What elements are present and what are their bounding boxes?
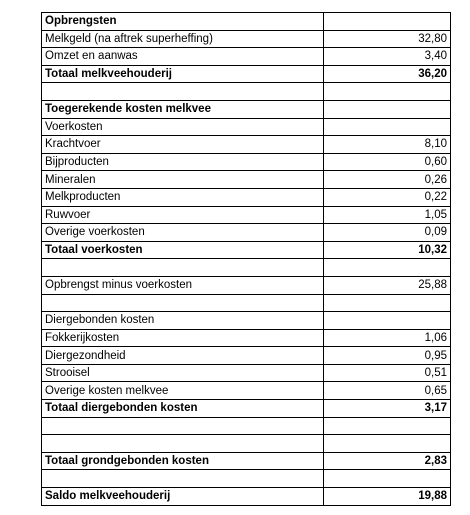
row-value: 2,83 bbox=[324, 452, 451, 470]
row-label: Toegerekende kosten melkvee bbox=[42, 100, 324, 118]
row-label: Ruwvoer bbox=[42, 206, 324, 224]
cost-table bbox=[41, 12, 451, 506]
row-value: 3,40 bbox=[324, 48, 451, 66]
table-row bbox=[42, 65, 451, 83]
row-value: 0,51 bbox=[324, 364, 451, 382]
table-row bbox=[42, 224, 451, 242]
row-label: Melkgeld (na aftrek superheffing) bbox=[42, 30, 324, 48]
row-value: 1,05 bbox=[324, 206, 451, 224]
row-label bbox=[42, 470, 324, 488]
table-row bbox=[42, 329, 451, 347]
table-row bbox=[42, 452, 451, 470]
row-label: Melkproducten bbox=[42, 188, 324, 206]
table-row bbox=[42, 400, 451, 418]
row-value: 8,10 bbox=[324, 136, 451, 154]
table-row bbox=[42, 118, 451, 136]
row-value bbox=[324, 312, 451, 330]
row-value: 0,65 bbox=[324, 382, 451, 400]
row-label: Omzet en aanwas bbox=[42, 48, 324, 66]
table-row bbox=[42, 347, 451, 365]
table-row bbox=[42, 100, 451, 118]
table-row bbox=[42, 294, 451, 312]
row-label bbox=[42, 417, 324, 435]
table-row bbox=[42, 48, 451, 66]
row-value: 1,06 bbox=[324, 329, 451, 347]
row-label: Bijproducten bbox=[42, 153, 324, 171]
row-label: Totaal grondgebonden kosten bbox=[42, 452, 324, 470]
row-value: 0,26 bbox=[324, 171, 451, 189]
row-value: 10,32 bbox=[324, 241, 451, 259]
table-row bbox=[42, 241, 451, 259]
row-label bbox=[42, 435, 324, 453]
row-label: Krachtvoer bbox=[42, 136, 324, 154]
cost-table-body bbox=[42, 13, 451, 506]
row-label: Overige voerkosten bbox=[42, 224, 324, 242]
row-value bbox=[324, 83, 451, 101]
table-row bbox=[42, 83, 451, 101]
table-row bbox=[42, 30, 451, 48]
table-row bbox=[42, 488, 451, 506]
row-label: Opbrengsten bbox=[42, 13, 324, 31]
row-value: 0,95 bbox=[324, 347, 451, 365]
row-value: 0,09 bbox=[324, 224, 451, 242]
row-value: 25,88 bbox=[324, 276, 451, 294]
row-value: 3,17 bbox=[324, 400, 451, 418]
table-row bbox=[42, 276, 451, 294]
row-label: Strooisel bbox=[42, 364, 324, 382]
row-value: 36,20 bbox=[324, 65, 451, 83]
table-row bbox=[42, 206, 451, 224]
row-label: Saldo melkveehouderij bbox=[42, 488, 324, 506]
row-label: Totaal melkveehouderij bbox=[42, 65, 324, 83]
table-row bbox=[42, 259, 451, 277]
row-label: Voerkosten bbox=[42, 118, 324, 136]
row-label: Overige kosten melkvee bbox=[42, 382, 324, 400]
row-label: Fokkerijkosten bbox=[42, 329, 324, 347]
table-row bbox=[42, 188, 451, 206]
row-value: 32,80 bbox=[324, 30, 451, 48]
row-value bbox=[324, 294, 451, 312]
row-value bbox=[324, 470, 451, 488]
row-label: Totaal diergebonden kosten bbox=[42, 400, 324, 418]
row-label: Opbrengst minus voerkosten bbox=[42, 276, 324, 294]
row-label bbox=[42, 83, 324, 101]
row-value bbox=[324, 259, 451, 277]
row-value bbox=[324, 417, 451, 435]
row-label: Diergezondheid bbox=[42, 347, 324, 365]
table-row bbox=[42, 153, 451, 171]
table-row bbox=[42, 435, 451, 453]
row-value: 0,22 bbox=[324, 188, 451, 206]
table-row bbox=[42, 364, 451, 382]
row-label: Diergebonden kosten bbox=[42, 312, 324, 330]
row-value: 0,60 bbox=[324, 153, 451, 171]
row-label: Mineralen bbox=[42, 171, 324, 189]
row-value bbox=[324, 13, 451, 31]
row-label bbox=[42, 294, 324, 312]
table-row bbox=[42, 312, 451, 330]
table-row bbox=[42, 382, 451, 400]
row-value bbox=[324, 100, 451, 118]
table-row bbox=[42, 171, 451, 189]
row-label bbox=[42, 259, 324, 277]
row-value bbox=[324, 118, 451, 136]
row-value bbox=[324, 435, 451, 453]
table-row bbox=[42, 470, 451, 488]
table-row bbox=[42, 136, 451, 154]
table-row bbox=[42, 417, 451, 435]
row-value: 19,88 bbox=[324, 488, 451, 506]
table-row bbox=[42, 13, 451, 31]
row-label: Totaal voerkosten bbox=[42, 241, 324, 259]
